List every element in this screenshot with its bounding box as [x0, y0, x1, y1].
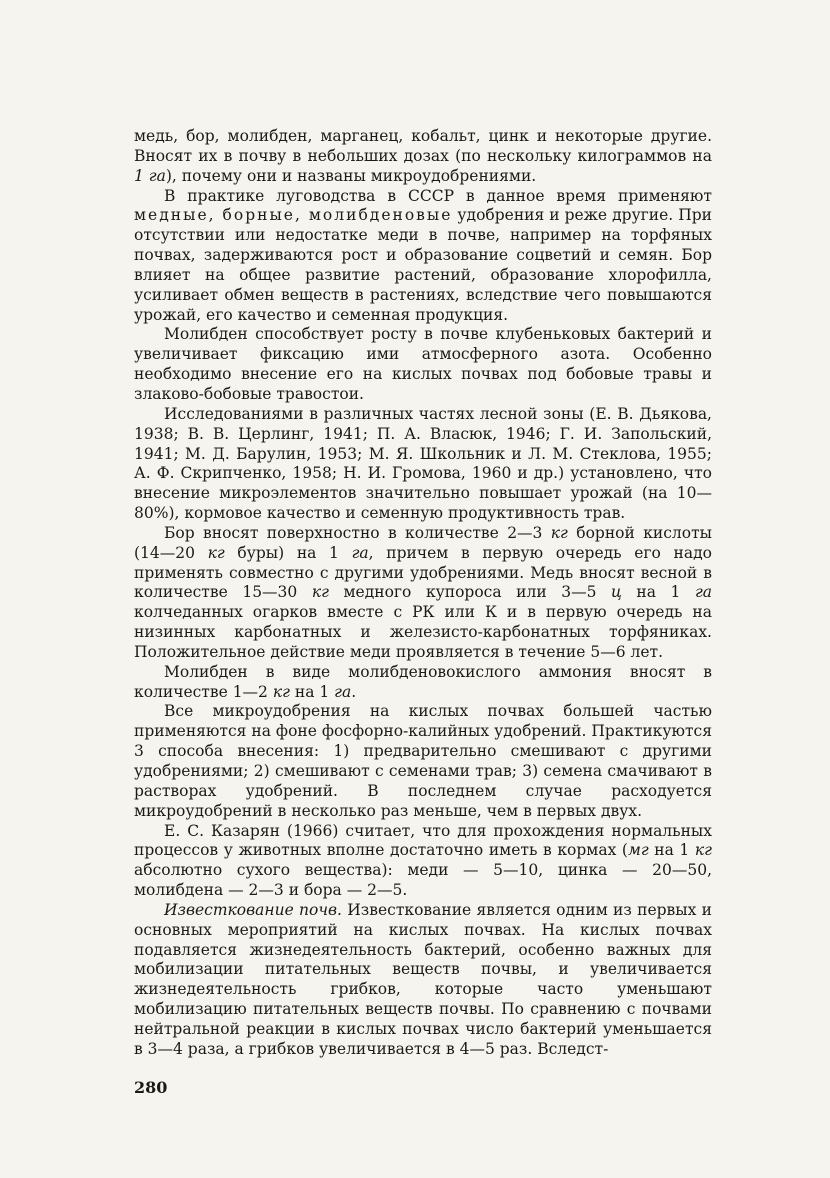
paragraph: Исследованиями в различных частях лесной зоны (Е. В. Дьякова, 1938; В. В. Церлинг, 1941; П. А. Власюк, 1946; Г. И. Запольский, 1941; М. Д. Барулин, 1953; М. Я. Школьник и Л. М. Стеклова, 1955; А. Ф. Скрипченко, 1958; Н. И. Громова, 1960 и др.) установлено, что внесение микроэлементов значительно повышает урожай (на 10—80%), кормовое качество и семенную продуктивность трав. [134, 404, 712, 523]
paragraph: Все микроудобрения на кислых почвах большей частью применяются на фоне фосфорно-калийных удобрений. Практикуются 3 способа внесения: 1) предварительно смешивают с другими удобрениями; 2) смешивают с семенами трав; 3) семена смачивают в растворах удобрений. В последнем случае расходуется микроудобрений в несколько раз меньше, чем в первых двух. [134, 702, 712, 820]
paragraph: Известкование почв. Известкование является одним из первых и основных мероприятий на кислых почвах. На кислых почвах подавляется жизнедеятельность бактерий, особенно важных для мобилизации питательных веществ почвы, и увеличивается жизнедеятельность грибков, которые часто уменьшают мобилизацию питательных веществ почвы. По сравнению с почвами нейтральной реакции в кислых почвах число бактерий уменьшается в 3—4 раза, а грибков увеличивается в 4—5 раз. Вследст- [134, 900, 712, 1058]
paragraph: медь, бор, молибден, марганец, кобальт, цинк и некоторые другие. Вносят их в почву в небольших дозах (по нескольку килограммов на 1 га), почему они и названы микроудобрениями. [134, 127, 712, 185]
body-text [134, 127, 712, 1060]
paragraph: Е. С. Казарян (1966) считает, что для прохождения нормальных процессов у животных вполне достаточно иметь в кормах (мг на 1 кг абсолютно сухого вещества): меди — 5—10, цинка — 20—50, молибдена — 2—3 и бора — 2—5. [134, 821, 712, 900]
paragraph: Молибден способствует росту в почве клубеньковых бактерий и увеличивает фиксацию ими атмосферного азота. Особенно необходимо внесение его на кислых почвах под бобовые травы и злаково-бобовые травостои. [134, 325, 712, 403]
paragraph: Молибден в виде молибденовокислого аммония вносят в количестве 1—2 кг на 1 га. [134, 662, 712, 701]
paragraph: В практике луговодства в СССР в данное время применяют медные, борные, молибденовые удобрения и реже другие. При отсутствии или недостатке меди в почве, например на торфяных почвах, задерживаются рост и образование соцветий и семян. Бор влияет на общее развитие растений, образование хлорофилла, усиливает обмен веществ в растениях, вследствие чего повышаются урожай, его качество и семенная продукция. [134, 186, 713, 324]
section-heading: Известкование почв. [164, 900, 342, 919]
paragraph: Бор вносят поверхностно в количестве 2—3 кг борной кислоты (14—20 кг буры) на 1 га, причем в первую очередь его надо применять совместно с другими удобрениями. Медь вносят весной в количестве 15—30 кг медного купороса или 3—5 ц на 1 га колчеданных огарков вместе с РК или К и в первую очередь на низинных карбонатных и железисто-карбонатных торфяниках. Положительное действие меди проявляется в течение 5—6 лет. [134, 523, 713, 661]
page-number: 280 [134, 1078, 168, 1097]
